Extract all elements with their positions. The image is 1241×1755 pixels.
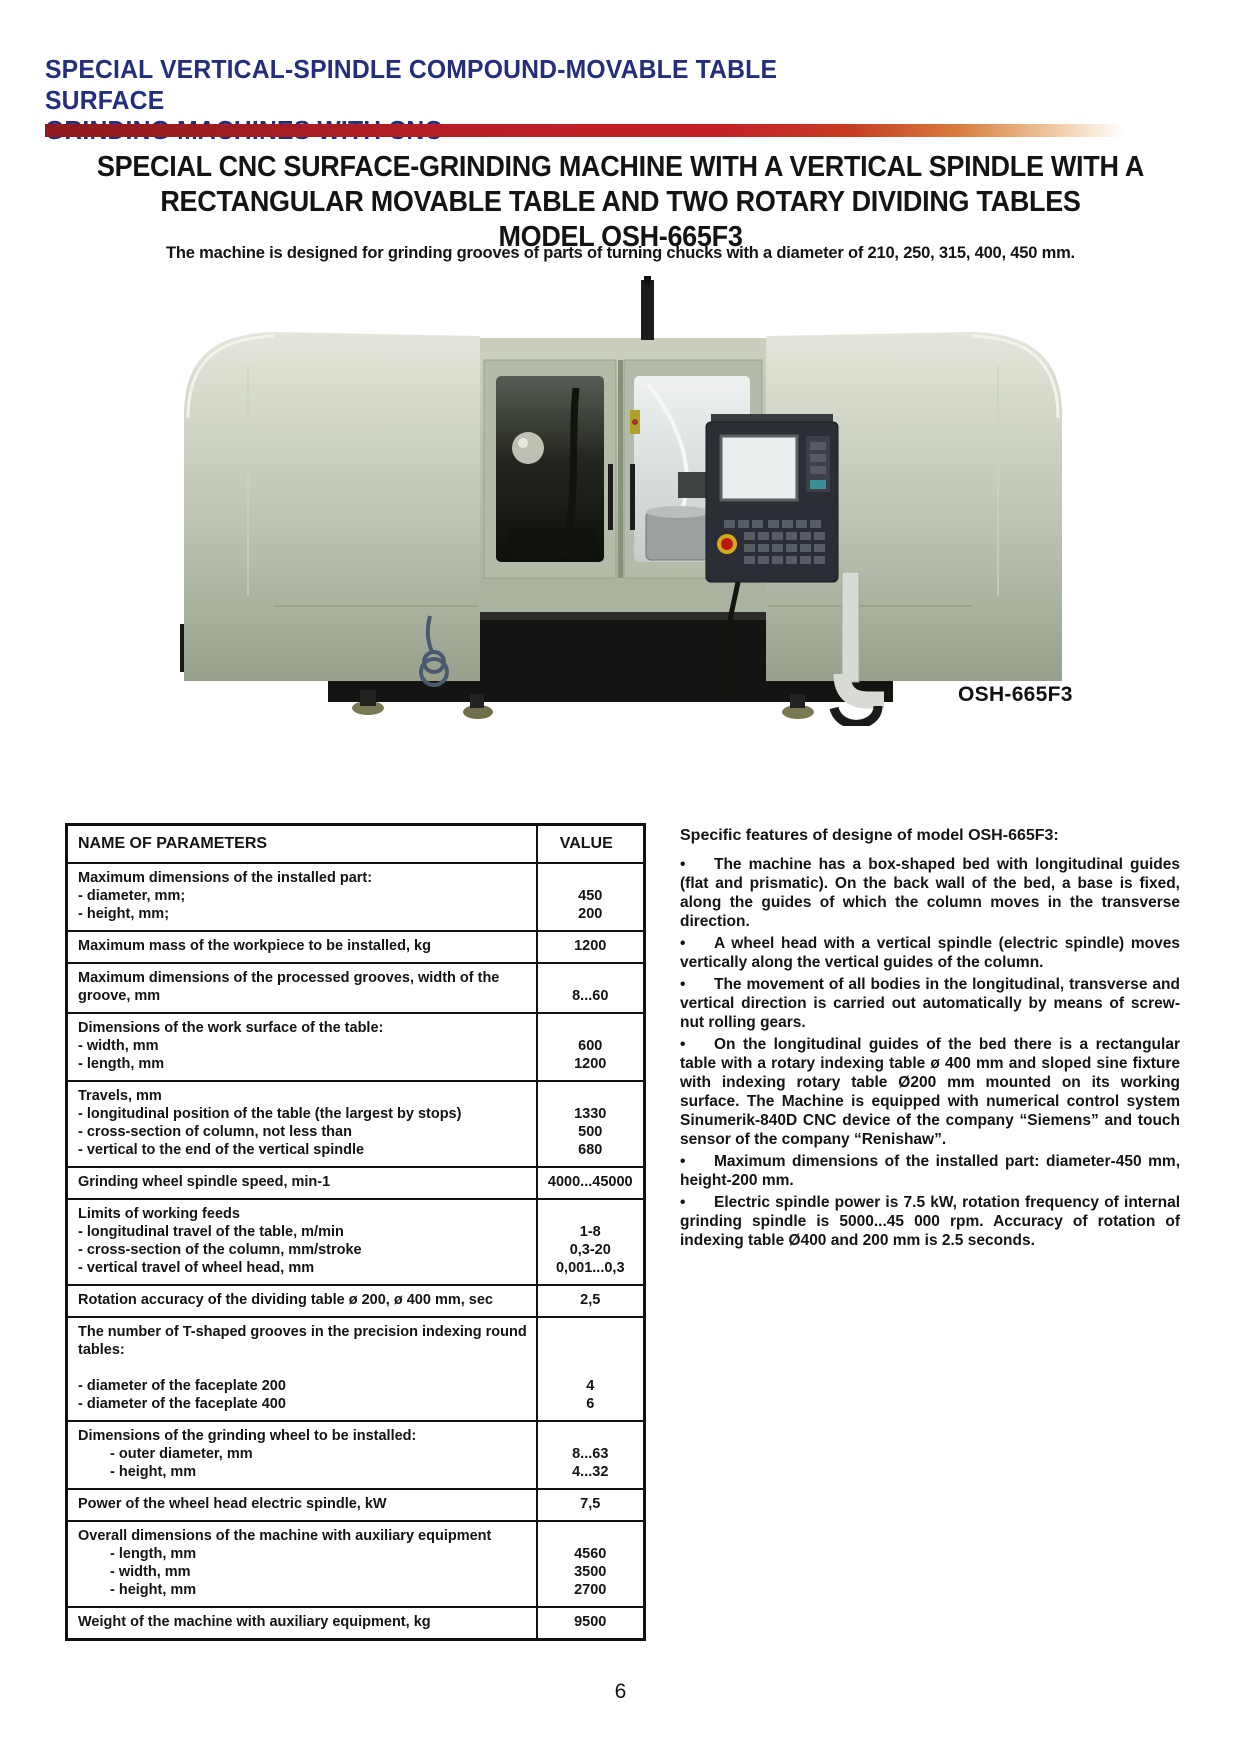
parameters-table bbox=[65, 823, 646, 1641]
param-value-cell: 8...63 4...32 bbox=[537, 1421, 645, 1489]
table-row bbox=[67, 1489, 645, 1521]
features-section bbox=[680, 826, 1180, 1253]
feature-bullet: • Electric spindle power is 7.5 kW, rotation frequency of internal grinding spindle is 5000...45 000 rpm. Accuracy of rotation of indexing table Ø400 and 200 mm is 2.5 seconds. bbox=[680, 1194, 1180, 1249]
feature-bullet: • Maximum dimensions of the installed part: diameter-450 mm, height-200 mm. bbox=[680, 1153, 1180, 1189]
param-value-cell: 450 200 bbox=[537, 863, 645, 931]
table-row bbox=[67, 1421, 645, 1489]
param-value-cell: 4 6 bbox=[537, 1317, 645, 1421]
machine-title-line2: RECTANGULAR MOVABLE TABLE AND TWO ROTARY DIVIDING TABLES bbox=[160, 185, 1081, 218]
page-number: 6 bbox=[614, 1680, 627, 1703]
table-row bbox=[67, 1081, 645, 1167]
machine-illustration bbox=[178, 276, 1068, 726]
param-value-cell: 7,5 bbox=[537, 1489, 645, 1521]
photo-caption: OSH-665F3 bbox=[958, 683, 1073, 706]
table-row bbox=[67, 1607, 645, 1640]
bullet-icon: • bbox=[680, 1036, 686, 1053]
feature-bullet: • A wheel head with a vertical spindle (electric spindle) moves vertically along the vertical guides of the column. bbox=[680, 935, 1180, 971]
section-heading-line1: SPECIAL VERTICAL-SPINDLE COMPOUND-MOVABLE TABLE SURFACE bbox=[45, 54, 778, 115]
param-name-cell: Travels, mm - longitudinal position of the table (the largest by stops) - cross-section of column, not less than - vertical to the end of the vertical spindle bbox=[67, 1081, 537, 1167]
cnc-screen bbox=[721, 436, 797, 500]
col-header-value: VALUE bbox=[537, 825, 645, 864]
param-value-cell: 1200 bbox=[537, 931, 645, 963]
param-name-cell: Dimensions of the work surface of the table: - width, mm - length, mm bbox=[67, 1013, 537, 1081]
param-value-cell: 1-8 0,3-20 0,001...0,3 bbox=[537, 1199, 645, 1285]
param-name-cell: Weight of the machine with auxiliary equipment, kg bbox=[67, 1607, 537, 1640]
bullet-icon: • bbox=[680, 935, 686, 952]
table-row bbox=[67, 1199, 645, 1285]
machine-title bbox=[43, 150, 1197, 254]
param-value-cell: 4560 3500 2700 bbox=[537, 1521, 645, 1607]
param-value-cell: 8...60 bbox=[537, 963, 645, 1013]
table-row bbox=[67, 931, 645, 963]
param-name-cell: Maximum dimensions of the installed part: - diameter, mm; - height, mm; bbox=[67, 863, 537, 931]
col-header-name: NAME OF PARAMETERS bbox=[67, 825, 537, 864]
table-row bbox=[67, 1285, 645, 1317]
feature-bullet: • The movement of all bodies in the longitudinal, transverse and vertical direction is carried out automatically by means of screw-nut rolling gears. bbox=[680, 976, 1180, 1031]
param-value-cell: 9500 bbox=[537, 1607, 645, 1640]
param-value-cell: 1330 500 680 bbox=[537, 1081, 645, 1167]
bullet-icon: • bbox=[680, 1153, 686, 1170]
machine-photo bbox=[178, 276, 1073, 726]
param-name-cell: The number of T-shaped grooves in the precision indexing round tables: - diameter of the faceplate 200 - diameter of the faceplate 400 bbox=[67, 1317, 537, 1421]
param-name-cell: Rotation accuracy of the dividing table ø 200, ø 400 mm, sec bbox=[67, 1285, 537, 1317]
param-value-cell: 2,5 bbox=[537, 1285, 645, 1317]
param-name-cell: Dimensions of the grinding wheel to be installed: - outer diameter, mm - height, mm bbox=[67, 1421, 537, 1489]
feature-bullet: • The machine has a box-shaped bed with longitudinal guides (flat and prismatic). On the back wall of the bed, a base is fixed, along the guides of which the column moves in the transverse direction. bbox=[680, 856, 1180, 930]
machine-title-line1: SPECIAL CNC SURFACE-GRINDING MACHINE WITH A VERTICAL SPINDLE WITH A bbox=[96, 151, 1145, 183]
bullet-icon: • bbox=[680, 856, 686, 873]
divider-bar bbox=[45, 124, 1135, 137]
param-name-cell: Overall dimensions of the machine with auxiliary equipment - length, mm - width, mm - height, mm bbox=[67, 1521, 537, 1607]
table-row bbox=[67, 1167, 645, 1199]
param-name-cell: Limits of working feeds - longitudinal travel of the table, m/min - cross-section of the column, mm/stroke - vertical travel of wheel head, mm bbox=[67, 1199, 537, 1285]
table-row bbox=[67, 963, 645, 1013]
machine-title-line3: MODEL OSH-665F3 bbox=[498, 220, 743, 253]
features-heading: Specific features of designe of model OSH-665F3: bbox=[680, 827, 1059, 844]
bullet-icon: • bbox=[680, 1194, 686, 1211]
table-row bbox=[67, 1013, 645, 1081]
feature-bullet: • On the longitudinal guides of the bed there is a rectangular table with a rotary indexing table ø 400 mm and sloped sine fixture with indexing rotary table Ø200 mm mounted on its working surface. The Machine is equipped with numerical control system Sinumerik-840D CNC device of the company “Siemens” and touch sensor of the company “Renishaw”. bbox=[680, 1036, 1180, 1148]
param-name-cell: Power of the wheel head electric spindle, kW bbox=[67, 1489, 537, 1521]
table-row bbox=[67, 1317, 645, 1421]
table-row bbox=[67, 1521, 645, 1607]
cnc-control-panel bbox=[706, 414, 838, 582]
machine-description: The machine is designed for grinding grooves of parts of turning chucks with a diameter of 210, 250, 315, 400, 450 mm. bbox=[166, 244, 1075, 262]
param-name-cell: Maximum dimensions of the processed grooves, width of the groove, mm bbox=[67, 963, 537, 1013]
bullet-icon: • bbox=[680, 976, 686, 993]
table-header-row bbox=[67, 825, 645, 864]
param-name-cell: Grinding wheel spindle speed, min-1 bbox=[67, 1167, 537, 1199]
table-row bbox=[67, 863, 645, 931]
param-value-cell: 600 1200 bbox=[537, 1013, 645, 1081]
param-value-cell: 4000...45000 bbox=[537, 1167, 645, 1199]
machine-left-cabinet bbox=[184, 332, 480, 681]
param-name-cell: Maximum mass of the workpiece to be installed, kg bbox=[67, 931, 537, 963]
